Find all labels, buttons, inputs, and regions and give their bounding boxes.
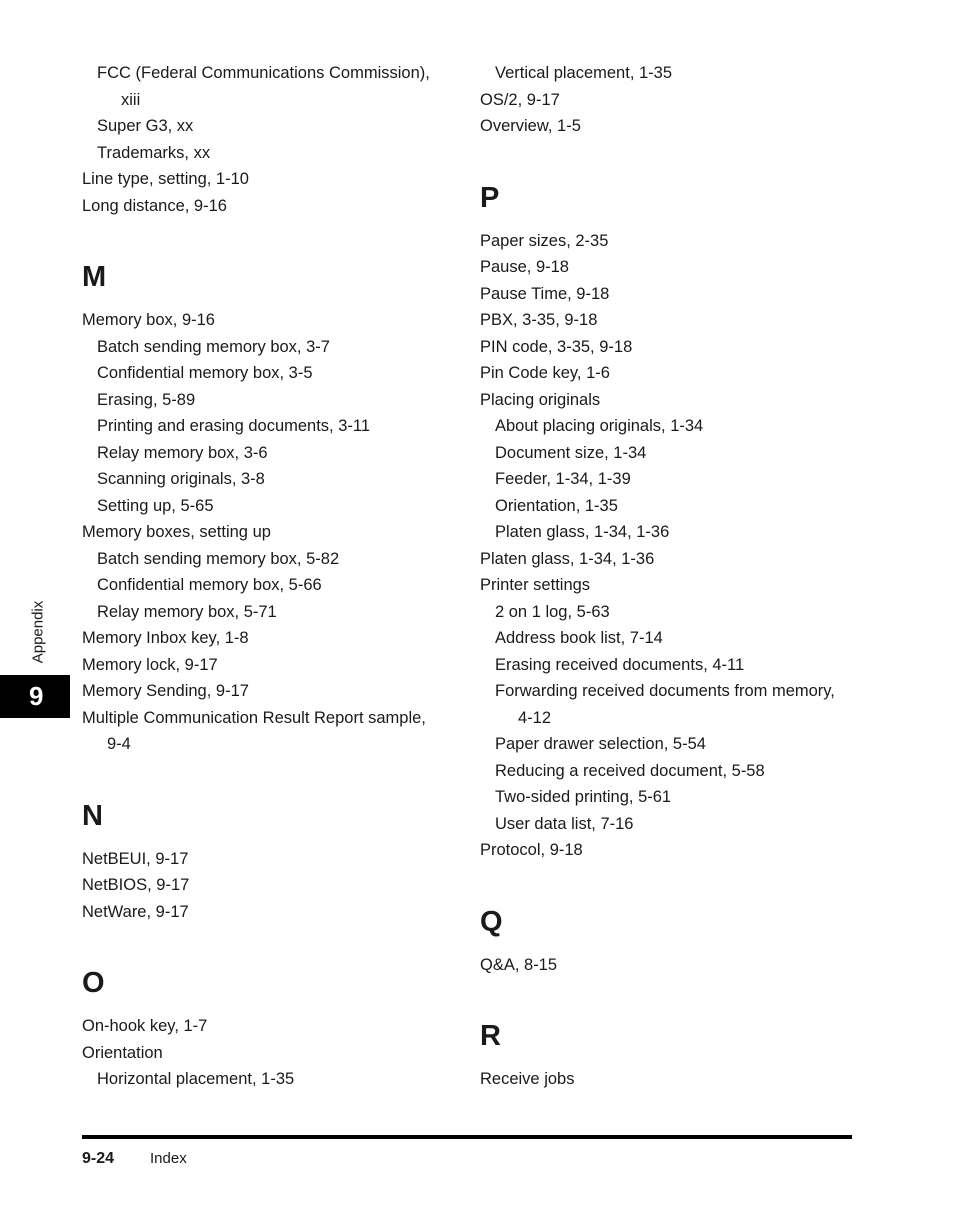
index-entry: Long distance, 9-16 (82, 196, 227, 215)
index-subentry: Address book list, 7-14 (495, 629, 663, 647)
footer-rule (82, 1135, 852, 1139)
index-entry: PIN code, 3-35, 9-18 (480, 337, 633, 356)
index-entry: Pause Time, 9-18 (480, 284, 610, 303)
index-subentry: Two-sided printing, 5-61 (495, 788, 672, 806)
index-entry-continuation: 4-12 (518, 708, 552, 727)
index-subentry: Horizontal placement, 1-35 (97, 1070, 295, 1088)
index-subentry: Trademarks, xx (97, 143, 211, 162)
index-subentry: User data list, 7-16 (495, 814, 634, 833)
index-entry: Orientation (82, 1043, 163, 1062)
index-entry: Memory boxes, setting up (82, 523, 271, 541)
index-subentry: Erasing received documents, 4-11 (495, 655, 745, 674)
index-section-letter: N (82, 799, 103, 832)
index-section-letter: M (82, 261, 107, 293)
index-subentry: Erasing, 5-89 (97, 390, 196, 409)
index-entry: On-hook key, 1-7 (82, 1017, 208, 1035)
index-entry: Q&A, 8-15 (480, 955, 558, 974)
index-entry: Multiple Communication Result Report sample, (82, 708, 426, 727)
index-subentry: Platen glass, 1-34, 1-36 (495, 523, 670, 541)
index-subentry: Super G3, xx (97, 117, 194, 135)
index-subentry: 2 on 1 log, 5-63 (495, 602, 610, 621)
index-entry: Platen glass, 1-34, 1-36 (480, 549, 655, 568)
index-entry: Memory box, 9-16 (82, 311, 215, 329)
index-subentry: Forwarding received documents from memory, (495, 682, 835, 700)
index-entry: Pause, 9-18 (480, 258, 569, 276)
index-subentry: FCC (Federal Communications Commission), (97, 64, 430, 82)
index-subentry: Paper drawer selection, 5-54 (495, 735, 706, 753)
index-entry: Memory Sending, 9-17 (82, 682, 249, 700)
index-entry: Overview, 1-5 (480, 117, 581, 135)
index-entry: NetBEUI, 9-17 (82, 849, 189, 868)
footer-page-number: 9-24 (82, 1150, 115, 1167)
index-section-letter: O (82, 967, 105, 999)
index-subentry: Reducing a received document, 5-58 (495, 761, 765, 780)
index-subentry: Confidential memory box, 5-66 (97, 576, 322, 594)
index-column-right (480, 60, 880, 1093)
chapter-side-label: Appendix (29, 600, 47, 664)
index-subentry: Orientation, 1-35 (495, 496, 618, 515)
index-entry: OS/2, 9-17 (480, 90, 560, 109)
index-subentry: Batch sending memory box, 5-82 (97, 549, 340, 568)
index-entry-continuation: xiii (121, 90, 141, 109)
index-subentry: Relay memory box, 3-6 (97, 443, 268, 462)
index-entry: Placing originals (480, 390, 601, 409)
index-entry: Memory lock, 9-17 (82, 655, 218, 674)
index-section-letter: Q (480, 905, 503, 938)
index-entry: Paper sizes, 2-35 (480, 231, 609, 250)
index-subentry: Relay memory box, 5-71 (97, 602, 277, 621)
index-subentry: Batch sending memory box, 3-7 (97, 337, 330, 356)
index-subentry: Vertical placement, 1-35 (495, 64, 673, 82)
index-entry-continuation: 9-4 (107, 735, 131, 753)
index-subentry: Setting up, 5-65 (97, 496, 214, 515)
index-entry: Memory Inbox key, 1-8 (82, 629, 249, 647)
index-entry: Line type, setting, 1-10 (82, 170, 249, 188)
index-subentry: Confidential memory box, 3-5 (97, 364, 313, 382)
index-entry: NetBIOS, 9-17 (82, 876, 190, 894)
index-subentry: About placing originals, 1-34 (495, 417, 704, 435)
index-entry: Protocol, 9-18 (480, 841, 583, 859)
index-section-letter: R (480, 1020, 501, 1052)
index-entry: PBX, 3-35, 9-18 (480, 311, 598, 329)
index-entry: Receive jobs (480, 1070, 575, 1088)
index-column-left (82, 60, 462, 1093)
index-subentry: Printing and erasing documents, 3-11 (97, 417, 371, 435)
index-section-letter: P (480, 181, 500, 214)
index-subentry: Document size, 1-34 (495, 443, 647, 462)
index-entry: NetWare, 9-17 (82, 902, 189, 921)
chapter-tab-number: 9 (29, 681, 44, 711)
footer-section-title: Index (150, 1150, 187, 1167)
index-entry: Pin Code key, 1-6 (480, 364, 610, 382)
index-subentry: Feeder, 1-34, 1-39 (495, 470, 631, 488)
index-subentry: Scanning originals, 3-8 (97, 470, 265, 488)
index-entry: Printer settings (480, 576, 591, 594)
